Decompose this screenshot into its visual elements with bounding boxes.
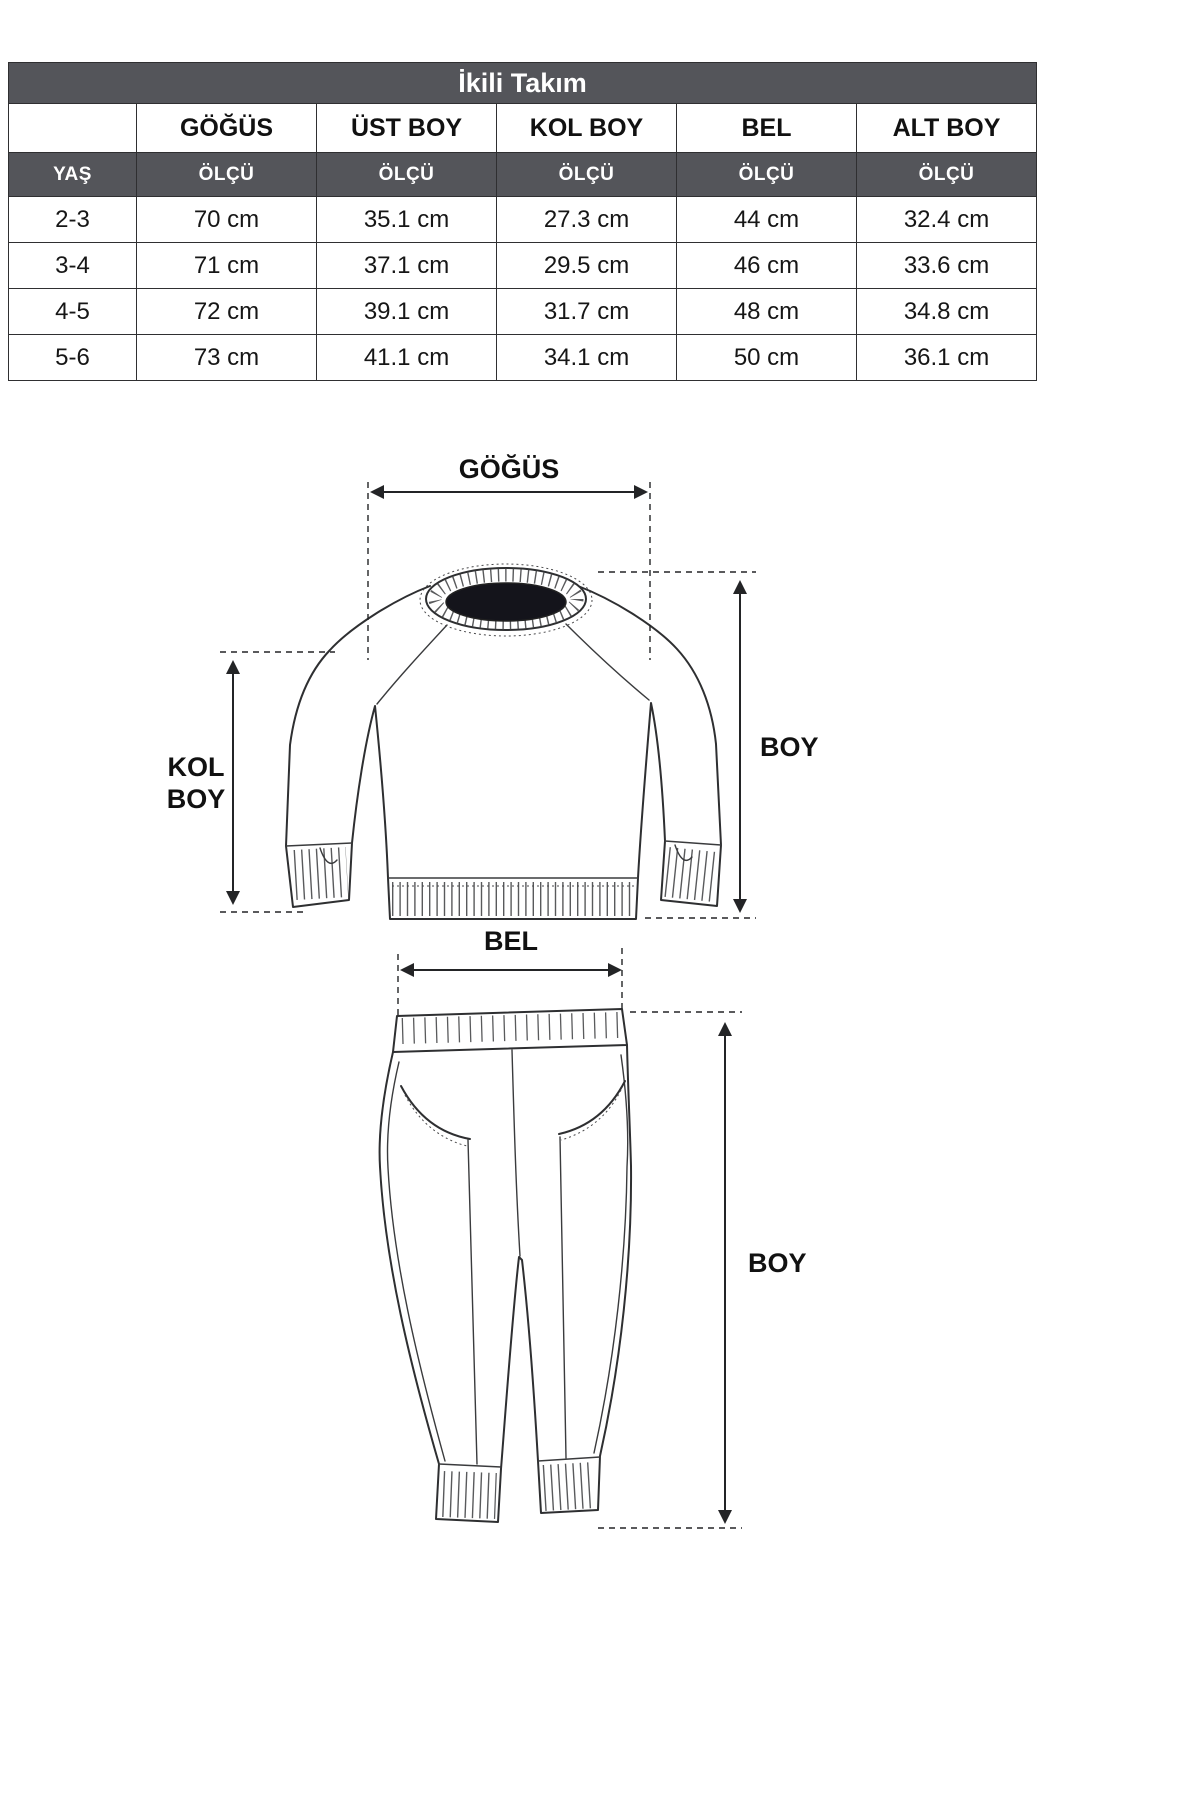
waistband-outline [393,1009,627,1052]
table-title: İkili Takım [9,63,1037,104]
column-header-row [9,104,1037,153]
left-ankle-cuff-seam [439,1464,501,1467]
front-rise-seam [512,1050,520,1256]
arrowhead-down [226,891,240,905]
sleeve-label-line2: BOY [166,784,226,814]
arrowhead-left [370,485,384,499]
measure-cell: 29.5 cm [497,243,677,289]
right-leg-seam [560,1137,566,1458]
arrowhead-up [733,580,747,594]
age-cell: 2-3 [9,197,137,243]
measure-cell: 70 cm [137,197,317,243]
subheader-measure: ÖLÇÜ [317,153,497,197]
measure-cell: 33.6 cm [857,243,1037,289]
measure-cell: 32.4 cm [857,197,1037,243]
pants-drawing [380,1009,631,1522]
measure-cell: 71 cm [137,243,317,289]
arrowhead-down [718,1510,732,1524]
right-pocket-stitch [561,1090,621,1140]
left-cuff-seam [286,843,352,846]
column-header-empty [9,104,137,153]
subheader-row [9,153,1037,197]
measure-cell: 35.1 cm [317,197,497,243]
subheader-age: YAŞ [9,153,137,197]
subheader-measure: ÖLÇÜ [137,153,317,197]
left-cuff-rib-texture [295,872,347,875]
top-length-dimension [598,572,819,918]
sweatshirt-silhouette-path [286,586,721,919]
bottom-length-label: BOY [748,1248,807,1278]
left-pocket-curve [401,1086,470,1139]
waistband-gather-texture [402,1025,618,1031]
measure-cell: 41.1 cm [317,335,497,381]
waist-label: BEL [484,926,538,956]
age-cell: 4-5 [9,289,137,335]
arrowhead-up [718,1022,732,1036]
arrowhead-down [733,899,747,913]
chest-label: GÖĞÜS [458,454,560,484]
table-row [9,289,1037,335]
arrowhead-up [226,660,240,674]
measure-cell: 48 cm [677,289,857,335]
column-header-sleeve-length: KOL BOY [497,104,677,153]
left-pocket-stitch [405,1095,467,1146]
column-header-bottom-length: ALT BOY [857,104,1037,153]
table-row [9,243,1037,289]
left-cuff-slit [320,848,337,863]
measure-cell: 44 cm [677,197,857,243]
column-header-top-length: ÜST BOY [317,104,497,153]
waist-dimension [398,926,622,1018]
left-leg-seam [468,1140,477,1464]
measure-cell: 46 cm [677,243,857,289]
measure-cell: 39.1 cm [317,289,497,335]
measure-cell: 27.3 cm [497,197,677,243]
size-diagram [0,430,1200,1800]
pants-silhouette-path [380,1045,631,1522]
measure-cell: 34.1 cm [497,335,677,381]
arrowhead-right [608,963,622,977]
age-cell: 5-6 [9,335,137,381]
right-raglan-seam [566,624,649,700]
right-cuff-seam [665,841,721,845]
subheader-measure: ÖLÇÜ [857,153,1037,197]
table-row [9,335,1037,381]
right-ankle-cuff-seam [538,1457,600,1461]
neck-opening [446,583,566,621]
arrowhead-right [634,485,648,499]
sweatshirt-drawing [286,564,721,919]
age-cell: 3-4 [9,243,137,289]
column-header-waist: BEL [677,104,857,153]
right-ankle-rib-texture [544,1485,595,1488]
subheader-measure: ÖLÇÜ [677,153,857,197]
arrowhead-left [400,963,414,977]
sleeve-label-line1: KOL [167,752,225,782]
left-raglan-seam [377,625,447,704]
right-pocket-curve [559,1081,625,1134]
measure-cell: 31.7 cm [497,289,677,335]
measure-cell: 34.8 cm [857,289,1037,335]
size-chart-table [8,62,1037,381]
left-ankle-rib-texture [443,1494,496,1496]
column-header-chest: GÖĞÜS [137,104,317,153]
measure-cell: 50 cm [677,335,857,381]
measure-cell: 73 cm [137,335,317,381]
right-cuff-rib-texture [667,872,715,877]
subheader-measure: ÖLÇÜ [497,153,677,197]
table-title-row [9,63,1037,104]
measure-cell: 72 cm [137,289,317,335]
top-length-label: BOY [760,732,819,762]
measure-cell: 37.1 cm [317,243,497,289]
table-row [9,197,1037,243]
left-side-seam [387,1062,445,1461]
measure-cell: 36.1 cm [857,335,1037,381]
